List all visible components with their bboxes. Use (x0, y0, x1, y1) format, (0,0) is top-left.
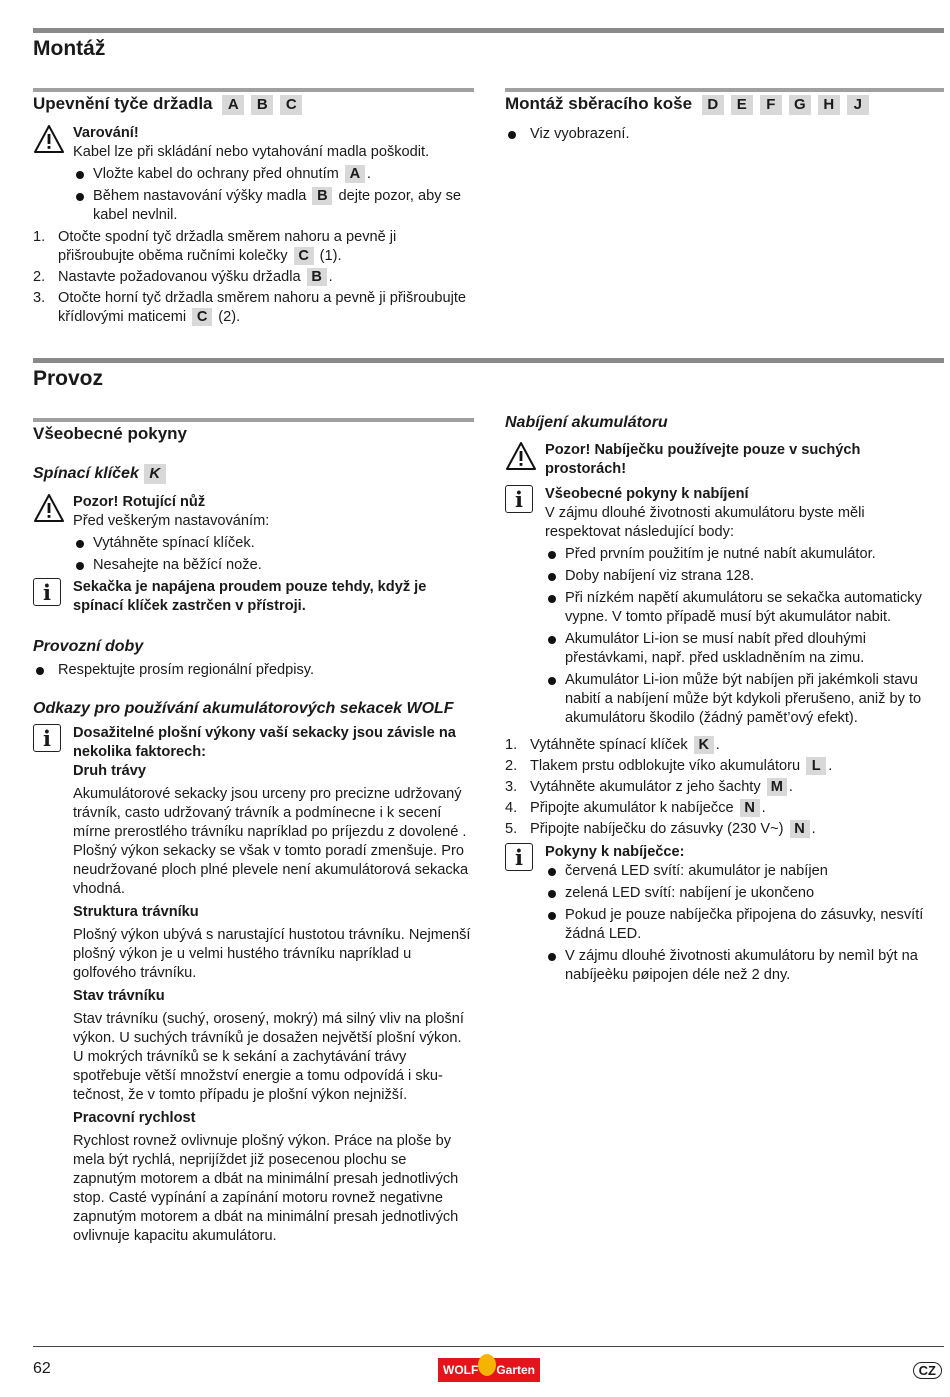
ref-badge: B (312, 187, 332, 205)
list-item: Vytáhněte spínací klíček. (73, 534, 473, 553)
subheading-text: Spínací klíček (33, 465, 139, 482)
info-text: V zájmu dlouhé životnosti akumulátoru byste měli respektovat následující body: (545, 505, 865, 540)
column-rule (33, 88, 474, 92)
ref-badge: H (818, 95, 840, 115)
step-text: Vytáhněte spínací klíček (530, 737, 688, 753)
list-item (505, 820, 942, 839)
druh-text: Akumulátorové sekacky jsou urceny pro precizne udržovaný trávník, casto udržovaný trávník a podmínecne i k secení mírne prerostlého trávníku napríklad po príjezdu z dovolené . Plošný výkon sekacky se však v tomto poradí zmenšuje. Pro neudržované ploch plné plevele není akumulátorová sekacka vhodná. (73, 786, 469, 897)
list-item (505, 736, 942, 755)
rychlost-title: Pracovní rychlost (73, 1110, 196, 1126)
step-suffix: . (788, 779, 793, 795)
list-item: Akumulátor Li-ion může být nabíjen při jakémkoli stavu nabití a nabíjení může být kdykoli přerušeno, aniž by to akumulátoru škodilo (žádný pamět’ový efekt). (545, 671, 942, 728)
rychlost-text: Rychlost rovnež ovlivnuje plošný výkon. Práce na ploše by mela být rychlá, neprijíždet již posecenou plochu se zapnutým motorem a dbát na minimální presah jednotlivých stop. Casté vypínání a zapínání motoru rovnež negativne zapnutým motorem a dbát na minimální presah jednotlivých ovlivnuje kapacitu akumulátoru. (73, 1133, 459, 1244)
list-item: Při nízkém napětí akumulátoru se sekačka automaticky vypne. V tomto případě musí být akumulátor nabit. (545, 589, 942, 627)
ref-badge: N (740, 799, 760, 817)
list-item-text: Vložte kabel do ochrany před ohnutím (93, 166, 339, 182)
ref-badge: C (280, 95, 302, 115)
subheading-doby: Provozní doby (33, 638, 144, 655)
subsection-title-kos (505, 93, 871, 115)
stav-title: Stav trávníku (73, 988, 165, 1004)
subsection-title-drzadlo (33, 93, 304, 115)
list-item (33, 268, 473, 287)
warning-icon (33, 493, 65, 523)
subsection-title-text: Montáž sběracího koše (505, 94, 693, 113)
ref-badge: B (307, 268, 327, 286)
info-heading: Pokyny k nabíječce: (545, 844, 685, 860)
language-badge: CZ (913, 1362, 942, 1379)
step-number: 3. (33, 290, 46, 306)
section-title-montaz: Montáž (33, 37, 106, 60)
step-suffix: (1). (319, 248, 342, 264)
list-item: Vložte kabel do ochrany před ohnutím A . (73, 165, 473, 184)
list-item (33, 228, 473, 266)
warning-heading: Varování! (73, 125, 139, 141)
step-suffix: . (328, 269, 333, 285)
info-icon: i (505, 485, 533, 513)
list-item: červená LED svítí: akumulátor je nabíjen (545, 862, 942, 881)
logo-text-right: Garten (496, 1362, 535, 1377)
subheading-odkazy: Odkazy pro používání akumulátorových sekacek WOLF (33, 700, 454, 717)
column-rule (33, 418, 474, 422)
list-item (505, 778, 942, 797)
nabijeni-steps (505, 736, 942, 841)
step-number: 1. (505, 737, 518, 753)
step-suffix: . (761, 800, 766, 816)
list-item: Nesahejte na běžící nože. (73, 556, 473, 575)
step-number: 4. (505, 800, 518, 816)
list-item: Respektujte prosím regionální předpisy. (33, 661, 473, 680)
subsection-title-obecne: Všeobecné pokyny (33, 424, 188, 443)
info-text: Sekačka je napájena proudem pouze tehdy, když je spínací klíček zastrčen v přístroji. (73, 579, 427, 614)
list-item (505, 757, 942, 776)
step-number: 5. (505, 821, 518, 837)
ref-badge: C (192, 308, 212, 326)
subheading-klicek (33, 464, 168, 484)
ref-badge: E (731, 95, 753, 115)
ref-badge: F (760, 95, 782, 115)
ref-badge: K (694, 736, 714, 754)
step-text: Připojte nabíječku do zásuvky (230 V~) (530, 821, 784, 837)
warning-text: Kabel lze při skládání nebo vytahování madla poškodit. (73, 144, 430, 160)
section-title-provoz: Provoz (33, 367, 104, 390)
list-item-text: dejte pozor, aby se kabel nevlnil. (93, 188, 461, 223)
list-item (33, 289, 473, 327)
info-icon: i (33, 724, 61, 752)
list-item (505, 799, 942, 818)
step-number: 2. (505, 758, 518, 774)
step-suffix: . (715, 737, 720, 753)
step-suffix: . (811, 821, 816, 837)
warning-icon (33, 124, 65, 154)
ref-badge: D (702, 95, 724, 115)
info-heading: Dosažitelné plošní výkony vaší sekacky jsou závisle na nekolika faktorech: (73, 725, 456, 760)
kos-list (505, 125, 935, 147)
step-text: Otočte horní tyč držadla směrem nahoru a pevně ji přišroubujte křídlovými maticemi (58, 290, 467, 325)
doby-list (33, 661, 473, 683)
ref-badge: M (767, 778, 787, 796)
ref-badge: A (222, 95, 244, 115)
section-rule (33, 358, 944, 363)
warning-heading: Pozor! Rotující nůž (73, 494, 206, 510)
step-number: 2. (33, 269, 46, 285)
step-text: Tlakem prstu odblokujte víko akumulátoru (530, 758, 801, 774)
ref-badge: C (294, 247, 314, 265)
list-item: Viz vyobrazení. (505, 125, 935, 144)
list-item: Akumulátor Li-ion se musí nabít před dlouhými přestávkami, např. před uskladněním na zimu. (545, 630, 942, 668)
step-number: 3. (505, 779, 518, 795)
list-item: Před prvním použitím je nutné nabít akumulátor. (545, 545, 942, 564)
info-heading: Všeobecné pokyny k nabíjení (545, 486, 749, 502)
struktura-text: Plošný výkon ubývá s narustající hustotou trávníku. Nejmenší plošný výkon je u velmi hustého trávníku napríklad u golfového trávníku. (73, 927, 471, 981)
step-suffix: . (828, 758, 833, 774)
ref-badge: B (251, 95, 273, 115)
list-item: V zájmu dlouhé životnosti akumulátoru by nemìl být na nabíjeèku pøipojen déle než 2 dny. (545, 947, 942, 985)
step-text: Otočte spodní tyč držadla směrem nahoru a pevně ji přišroubujte oběma ručními kolečky (58, 229, 397, 264)
list-item: Doby nabíjení viz strana 128. (545, 567, 942, 586)
ref-badge: A (345, 165, 365, 183)
column-rule (505, 88, 944, 92)
info-icon: i (505, 843, 533, 871)
warning-text: Pozor! Nabíječku používejte pouze v suchých prostorách! (545, 442, 861, 477)
fox-icon (478, 1354, 496, 1376)
list-item-text: Během nastavování výšky madla (93, 188, 307, 204)
warning-icon (505, 441, 537, 471)
ref-badge: N (790, 820, 810, 838)
subsection-title-text: Upevnění tyče držadla (33, 94, 213, 113)
list-item: Pokud je pouze nabíječka připojena do zásuvky, nesvítí žádná LED. (545, 906, 942, 944)
footer-rule (33, 1346, 944, 1347)
struktura-title: Struktura trávníku (73, 904, 199, 920)
ref-badge: J (847, 95, 869, 115)
ref-badge: G (789, 95, 811, 115)
ref-badge: K (144, 464, 166, 484)
wolf-garten-logo (438, 1358, 540, 1382)
druh-title: Druh trávy (73, 763, 146, 779)
list-item: zelená LED svítí: nabíjení je ukončeno (545, 884, 942, 903)
step-suffix: (2). (218, 309, 241, 325)
stav-text: Stav trávníku (suchý, orosený, mokrý) má silný vliv na plošní výkon. U suchých trávníků je dosažen největší plošní výkon. U mokrých trávníků se k sekání a zachytávání trávy spotřebuje větší množství energie a tomu odpovídá i sku-tečnost, že v tomto případu je plošní výkon nejnižší. (73, 1011, 464, 1103)
subheading-nabijeni: Nabíjení akumulátoru (505, 414, 668, 431)
page-number: 62 (33, 1360, 51, 1377)
ref-badge: L (806, 757, 826, 775)
step-text: Vytáhněte akumulátor z jeho šachty (530, 779, 761, 795)
logo-text-left: WOLF (443, 1362, 479, 1377)
list-item (73, 187, 473, 225)
step-text: Připojte akumulátor k nabíječce (530, 800, 734, 816)
step-text: Nastavte požadovanou výšku držadla (58, 269, 301, 285)
step-number: 1. (33, 229, 46, 245)
steps-list (33, 228, 473, 329)
section-rule (33, 28, 944, 33)
warning-text: Před veškerým nastavováním: (73, 513, 270, 529)
info-icon: i (33, 578, 61, 606)
